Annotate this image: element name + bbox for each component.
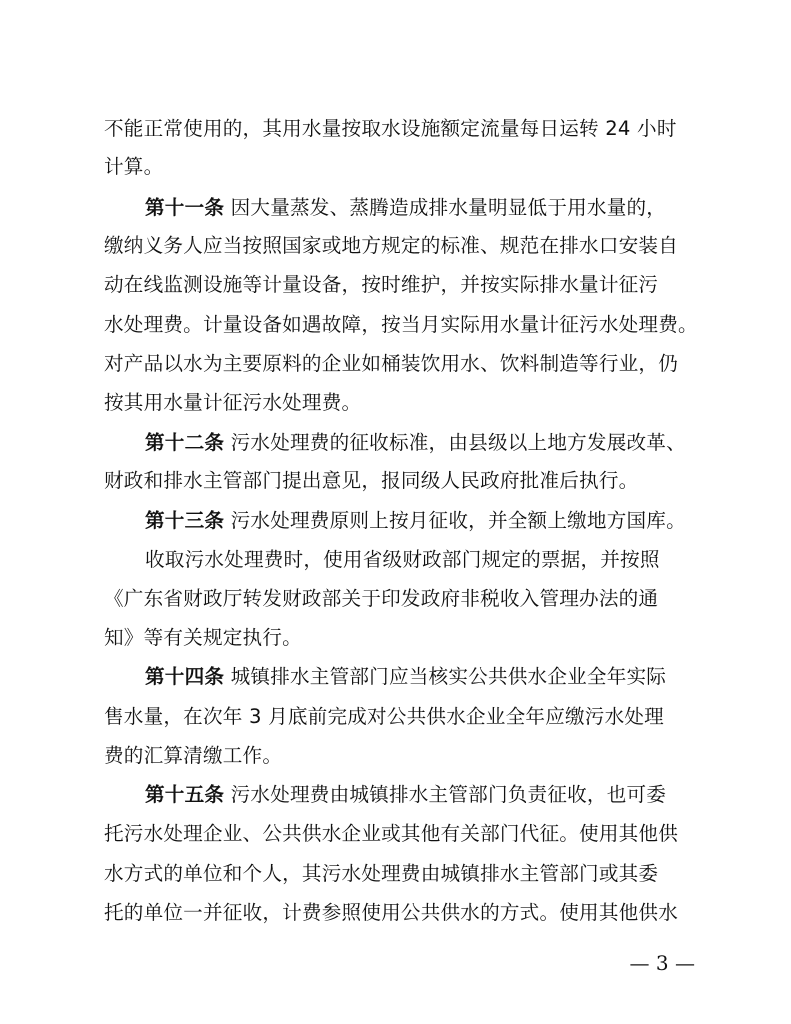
- body-line-20: 水方式的单位和个人，其污水处理费由城镇排水主管部门或其委: [104, 862, 659, 885]
- article-12-text: 污水处理费的征收标准，由县级以上地方发展改革、: [230, 431, 686, 454]
- body-line-14: 知》等有关规定执行。: [104, 626, 302, 649]
- article-14-text: 城镇排水主管部门应当核实公共供水企业全年实际: [230, 665, 667, 688]
- page-number: — 3 —: [629, 951, 695, 975]
- article-13-text: 污水处理费原则上按月征收，并全额上缴地方国库。: [230, 509, 686, 532]
- article-12-line-1: [145, 428, 686, 458]
- body-line-8: 按其用水量计征污水处理费。: [104, 391, 362, 414]
- article-13-line-1: [145, 506, 686, 536]
- body-line-7: 对产品以水为主要原料的企业如桶装饮用水、饮料制造等行业，仍: [104, 352, 679, 375]
- article-14-line-1: [145, 662, 666, 692]
- body-line-2: 计算。: [104, 155, 164, 178]
- article-11-line-1: [145, 193, 666, 223]
- article-15-text: 污水处理费由城镇排水主管部门负责征收，也可委: [230, 783, 667, 806]
- article-12-label: 第十二条: [145, 431, 225, 454]
- article-11-label: 第十一条: [145, 196, 225, 219]
- body-line-21: 托的单位一并征收，计费参照使用公共供水的方式。使用其他供水: [104, 901, 679, 924]
- body-line-5: 动在线监测设施等计量设备，按时维护，并按实际排水量计征污: [104, 273, 659, 296]
- body-line-1: 不能正常使用的，其用水量按取水设施额定流量每日运转 24 小时: [104, 117, 677, 140]
- body-line-4: 缴纳义务人应当按照国家或地方规定的标准、规范在排水口安装自: [104, 234, 679, 257]
- body-line-10: 财政和排水主管部门提出意见，报同级人民政府批准后执行。: [104, 469, 639, 492]
- article-11-text: 因大量蒸发、蒸腾造成排水量明显低于用水量的，: [230, 196, 667, 219]
- article-15-line-1: [145, 780, 666, 810]
- body-line-13: 《广东省财政厅转发财政部关于印发政府非税收入管理办法的通: [104, 587, 659, 610]
- body-line-6: 水处理费。计量设备如遇故障，按当月实际用水量计征污水处理费。: [104, 313, 698, 336]
- article-13-label: 第十三条: [145, 509, 225, 532]
- body-line-19: 托污水处理企业、公共供水企业或其他有关部门代征。使用其他供: [104, 822, 679, 845]
- body-line-17: 费的汇算清缴工作。: [104, 744, 283, 767]
- body-line-16: 售水量，在次年 3 月底前完成对公共供水企业全年应缴污水处理: [104, 705, 664, 728]
- article-14-label: 第十四条: [145, 665, 225, 688]
- body-line-12: 收取污水处理费时，使用省级财政部门规定的票据，并按照: [145, 548, 660, 571]
- article-15-label: 第十五条: [145, 783, 225, 806]
